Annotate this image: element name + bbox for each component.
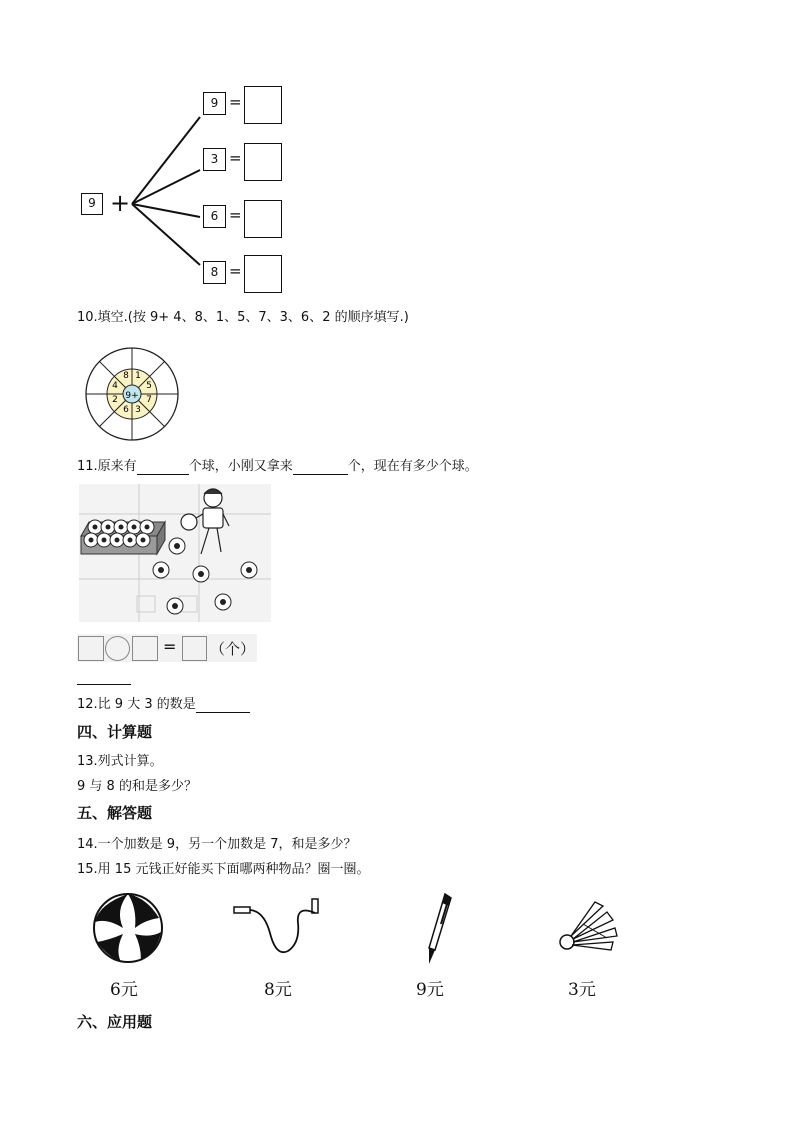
q9-addend-box: 9 — [203, 92, 226, 115]
q9-addend-box: 8 — [203, 261, 226, 284]
pen-icon[interactable] — [415, 890, 455, 970]
q12-prompt-text: 12.比 9 大 3 的数是 — [77, 697, 196, 712]
q11-answer-line[interactable] — [77, 684, 131, 685]
q9-plus-sign: + — [110, 189, 131, 217]
q11-result-box[interactable] — [182, 636, 207, 661]
q13-question: 9 与 8 的和是多少？ — [77, 779, 197, 794]
q10-inner-number: 6 — [123, 405, 129, 415]
q10-inner-number: 5 — [146, 381, 152, 391]
q10-inner-number: 4 — [112, 381, 118, 391]
jump-rope-icon[interactable] — [230, 893, 330, 965]
section-heading: 四、计算题 — [77, 723, 153, 741]
q10-inner-number: 1 — [135, 371, 141, 381]
shuttlecock-icon[interactable] — [555, 898, 625, 958]
q12-blank[interactable] — [196, 698, 250, 713]
q11-operator-circle[interactable] — [105, 636, 130, 661]
q11-prompt-b: 个球，小刚又拿来 — [188, 459, 293, 474]
q11-blank-added[interactable] — [293, 460, 348, 475]
q9-addend-box: 3 — [203, 148, 226, 171]
q11-prompt — [77, 459, 478, 475]
shuttlecock-price: 3元 — [568, 980, 596, 1000]
section-heading: 六、应用题 — [77, 1013, 153, 1031]
q14-prompt: 14.一个加数是 9，另一个加数是 7，和是多少？ — [77, 837, 357, 852]
q12-prompt — [77, 697, 250, 713]
q9-equals-sign: = — [229, 262, 242, 280]
q9-answer-box[interactable] — [244, 86, 282, 124]
q11-unit-label: （个） — [210, 640, 256, 658]
pen-price: 9元 — [416, 980, 444, 1000]
q13-prompt: 13.列式计算。 — [77, 754, 163, 769]
q11-illustration — [79, 484, 271, 622]
q9-equals-sign: = — [229, 206, 242, 224]
q10-center-label: 9+ — [125, 391, 139, 401]
q10-wheel — [84, 347, 180, 441]
q9-answer-box[interactable] — [244, 200, 282, 238]
ball-icon[interactable] — [85, 890, 171, 966]
q10-inner-number: 2 — [112, 395, 118, 405]
q9-answer-box[interactable] — [244, 143, 282, 181]
q10-inner-number: 8 — [123, 371, 129, 381]
q10-prompt: 10.填空.(按 9+ 4、8、1、5、7、3、6、2 的顺序填写.) — [77, 310, 409, 325]
q11-prompt-a: 11.原来有 — [77, 459, 137, 474]
jump-rope-price: 8元 — [264, 980, 292, 1000]
section-heading: 五、解答题 — [77, 804, 153, 822]
ball-price: 6元 — [110, 980, 138, 1000]
q9-addend-box: 6 — [203, 205, 226, 228]
q11-blank-original[interactable] — [137, 460, 189, 475]
q10-inner-number: 3 — [135, 405, 141, 415]
q10-inner-number: 7 — [146, 395, 152, 405]
q11-equals-sign: = — [163, 637, 177, 656]
q15-prompt: 15.用 15 元钱正好能买下面哪两种物品？圈一圈。 — [77, 862, 370, 877]
q11-equation-box[interactable] — [78, 636, 104, 661]
q9-base-box: 9 — [81, 193, 103, 215]
q9-answer-box[interactable] — [244, 255, 282, 293]
q11-prompt-c: 个，现在有多少个球。 — [347, 459, 478, 474]
q9-equals-sign: = — [229, 149, 242, 167]
q9-equals-sign: = — [229, 93, 242, 111]
q11-equation-box[interactable] — [132, 636, 158, 661]
